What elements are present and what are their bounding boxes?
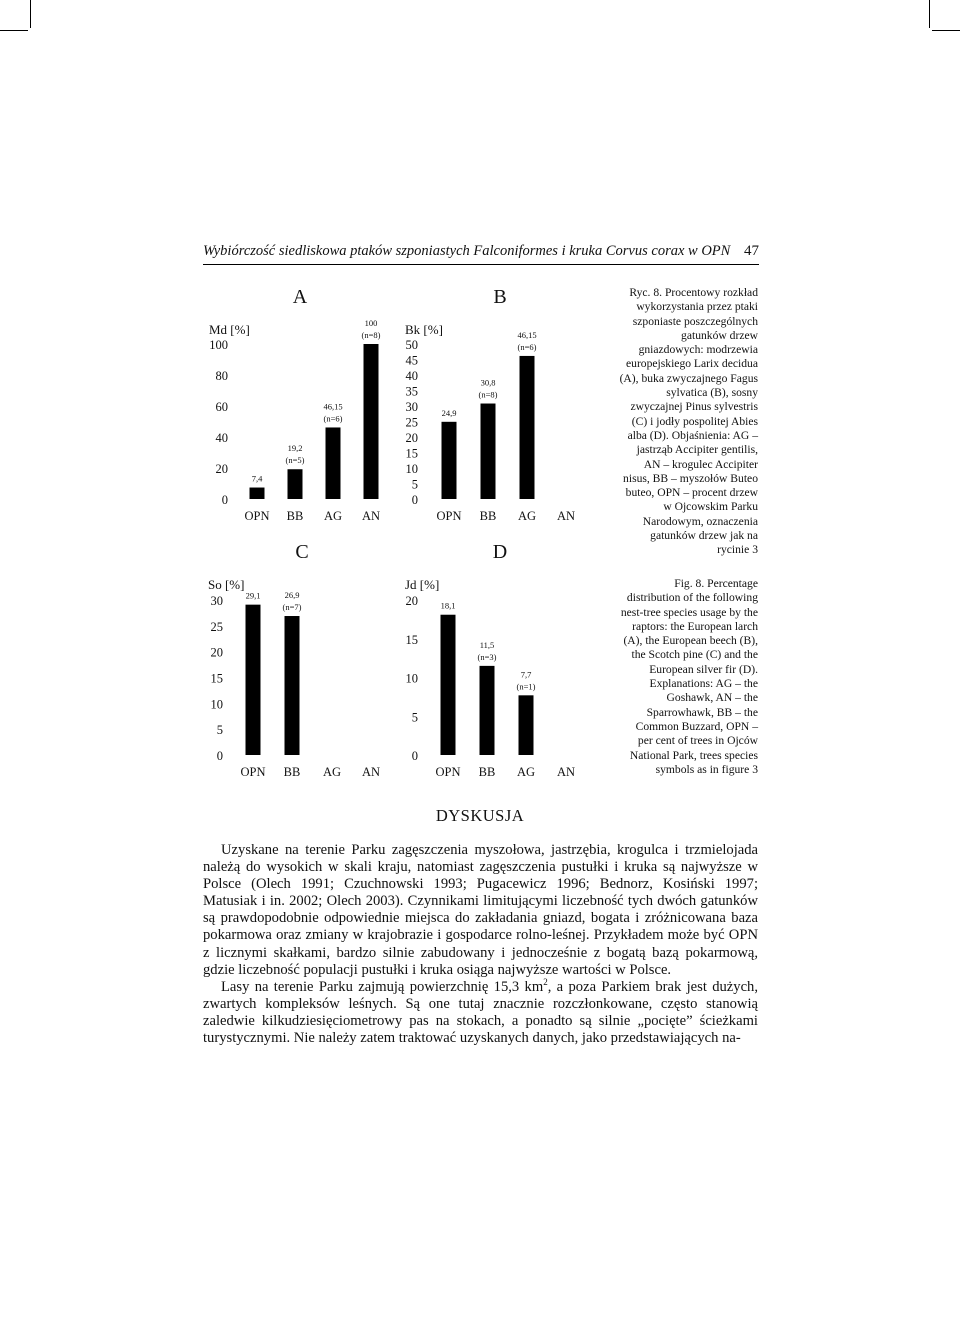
bar-a-bb [288,469,303,499]
y-tick-b-25: 25 [405,415,418,430]
category-label-d-an: AN [556,765,576,779]
category-label-c-an: AN [361,765,381,779]
y-tick-b-50: 50 [405,338,418,352]
y-axis-label-d: Jd [%] [405,577,440,592]
category-label-d-ag: AG [516,765,536,779]
y-tick-c-20: 20 [210,645,223,660]
panel-letter-c: C [295,541,309,563]
y-tick-b-10: 10 [405,462,418,476]
value-label-b-bb: 30,8 [480,377,496,388]
panel-letter-a: A [292,286,308,308]
bar-a-ag [326,427,341,499]
n-label-d-ag: (n=1) [516,681,536,692]
bar-d-ag [519,695,534,755]
value-label-a-an: 100 [364,318,378,328]
category-label-a-bb: BB [286,509,304,523]
value-label-b-opn: 24,9 [441,407,457,418]
y-tick-b-0: 0 [411,493,418,507]
caption-en-title: Fig. 8. [674,577,705,590]
y-tick-a-20: 20 [215,462,228,476]
value-label-a-ag: 46,15 [323,401,343,412]
y-tick-c-15: 15 [210,671,223,686]
category-label-b-opn: OPN [436,509,462,523]
y-tick-d-10: 10 [405,671,418,686]
n-label-a-an: (n=8) [361,330,381,340]
category-label-b-ag: AG [517,509,537,523]
value-label-b-ag: 46,15 [517,329,537,340]
y-tick-b-40: 40 [405,369,418,383]
y-tick-d-0: 0 [411,749,418,763]
value-label-d-bb: 11,5 [479,639,495,650]
caption-pl-text: Procentowy rozkład wykorzystania przez ptaki szponiaste poszczególnych gatunków drzew gniazdowych: modrzewia europejskiego Larix decidua (A), buka zwyczajnego Fagus sylvatica (B), sosny zwyczajnej Pinus sylvestris (C) i jodły pospolitej Abies alba (D). Objaśnienia: AG – jastrząb Accipiter gentilis, AN – krogulec Accipiter nisus, BB – myszołów Buteo buteo, OPN – procent drzew w Ojcowskim Parku Narodowym, oznaczenia gatunków drzew jak na rycinie 3 [619,286,758,557]
y-tick-d-15: 15 [405,632,418,647]
y-tick-a-40: 40 [215,431,228,445]
category-label-a-opn: OPN [244,509,270,523]
value-label-c-bb: 26,9 [284,590,300,601]
n-label-d-bb: (n=3) [477,651,497,662]
y-tick-c-5: 5 [216,723,223,738]
y-tick-b-15: 15 [405,446,418,461]
superscript-2: 2 [543,976,548,987]
value-label-d-ag: 7,7 [520,669,532,680]
caption-pl-title: Ryc. 8. [629,286,663,299]
y-tick-b-30: 30 [405,400,418,414]
y-tick-b-45: 45 [405,353,418,368]
y-tick-d-20: 20 [405,594,418,608]
y-tick-c-30: 30 [210,594,223,608]
y-tick-c-25: 25 [210,619,223,634]
category-label-a-an: AN [361,509,381,523]
panel-letter-b: B [493,286,507,308]
category-label-d-opn: OPN [435,765,461,779]
y-tick-a-60: 60 [215,400,228,414]
paragraph-1: Uzyskane na terenie Parku zagęszczenia myszołowa, jastrzębia, krogulca i trzmielojada należą do wysokich w skali kraju, natomiast zagęszczenia pustułki i kruka są najwyższe w Polsce (Olech 1991; Czuchnowski 1993; Pugacewicz 1996; Bednorz, Kosiński 1997; Matusiak i in. 2002; Olech 2003). Czynnikami limitującymi liczebność tych dwóch gatunków są prawdopodobnie odpowiednie miejsca do zakładania gniazd, bogata i zróżnicowana baza pokarmowa oraz zmiany w krajobrazie i gospodarce rolno-leśnej. Przykładem może być OPN z licznymi skałkami, bardzo silnie zabudowany i jednocześnie z bogatą bazą pokarmową, gdzie liczebność populacji pustułki i kruka osiąga najwyższe wartości w Polsce. [203,842,758,978]
y-tick-b-5: 5 [411,477,418,492]
section-title: DYSKUSJA [435,806,525,825]
category-label-a-ag: AG [323,509,343,523]
y-tick-b-20: 20 [405,431,418,445]
body-text [203,842,758,1047]
n-label-c-bb: (n=7) [282,602,302,613]
category-label-d-bb: BB [478,765,496,779]
y-tick-a-80: 80 [215,369,228,383]
category-label-c-ag: AG [322,765,342,779]
crop-mark-top-right [929,0,930,28]
y-tick-b-35: 35 [405,384,418,399]
header-title: Wybiórczość siedliskowa ptaków szponiastych Falconiformes i kruka Corvus corax w OPN [203,243,731,259]
n-label-b-bb: (n=8) [478,389,498,400]
figure-8-svg [0,0,600,800]
y-axis-label-b: Bk [%] [405,322,443,337]
bar-c-opn [246,605,261,755]
bar-b-bb [481,404,496,499]
value-label-a-opn: 7,4 [251,473,263,484]
category-label-b-bb: BB [479,509,497,523]
value-label-a-bb: 19,2 [287,443,303,454]
paragraph-2-part-2: , a poza Parkiem brak jest dużych, zwartych kompleksów leśnych. Są one tutaj znacznie rozczłonkowane, często stanowią zaledwie kilkudziesięciometrowy pas na stokach, a ponadto są silnie „pocięte” ścieżkami turystycznymi. Nie należy zatem traktować uzyskanych danych, jako przedstawiających na- [203,978,758,1047]
n-label-b-ag: (n=6) [517,341,537,352]
bar-a-opn [250,488,265,499]
paragraph-2 [203,976,758,1047]
caption-polish [619,286,758,558]
n-label-a-ag: (n=6) [323,413,343,424]
y-tick-a-100: 100 [209,338,228,352]
bar-b-opn [442,422,457,499]
bar-a-an [364,344,379,499]
caption-english [619,577,758,777]
y-axis-label-a: Md [%] [209,322,250,337]
category-label-c-opn: OPN [240,765,266,779]
y-tick-d-5: 5 [411,710,418,725]
category-label-b-an: AN [556,509,576,523]
y-axis-label-c: So [%] [208,577,245,592]
value-label-c-opn: 29,1 [245,590,261,601]
bar-d-bb [480,666,495,755]
page-number: 47 [744,243,759,259]
n-label-a-bb: (n=5) [285,455,305,466]
bar-c-bb [285,616,300,755]
crop-mark-right [932,30,960,31]
bar-b-ag [520,356,535,499]
figure-8-charts [0,0,600,805]
y-tick-c-0: 0 [216,749,223,763]
paragraph-2-part-1: Lasy na terenie Parku zajmują powierzchnię 15,3 km [221,978,544,995]
y-tick-a-0: 0 [221,493,228,507]
y-tick-c-10: 10 [210,697,223,712]
panel-letter-d: D [492,541,508,563]
caption-en-text: Percentage distribution of the following nest-tree species usage by the raptors: the European larch (A), the European beech (B), the Scotch pine (C) and the European silver fir (D). Explanations: AG – the Goshawk, AN – the Sparrowhawk, BB – the Common Buzzard, OPN – per cent of trees in Ojców National Park, trees species symbols as in figure 3 [620,577,758,776]
category-label-c-bb: BB [283,765,301,779]
value-label-d-opn: 18,1 [440,600,456,611]
bar-d-opn [441,615,456,755]
